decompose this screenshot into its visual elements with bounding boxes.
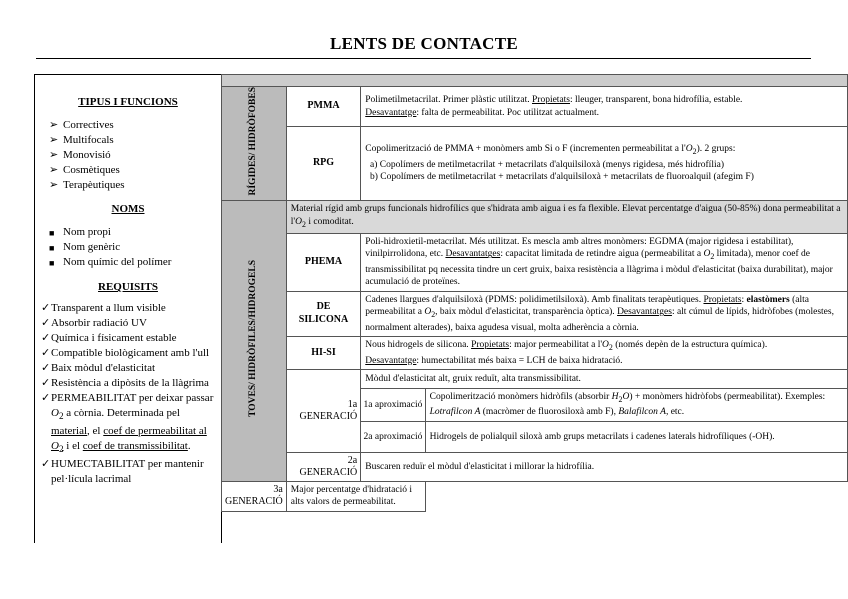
list-item: ➢ Cosmètiques xyxy=(49,164,120,176)
table-row xyxy=(222,233,848,291)
arrow-bullet-icon: ➢ xyxy=(49,134,59,146)
title-rule xyxy=(36,58,811,59)
list-item-humectabilitat: ✓ HUMECTABILITAT per mantenir pel·lícula lacrimal xyxy=(41,458,204,486)
list-item: ✓ Baix mòdul d'elasticitat xyxy=(41,362,156,374)
arrow-bullet-icon: ➢ xyxy=(49,164,59,176)
page-title: LENTS DE CONTACTE xyxy=(329,34,519,53)
heading-tipus: TIPUS I FUNCIONS xyxy=(78,96,178,108)
heading-requisits: REQUISITS xyxy=(98,281,158,293)
row-desc-gen3: Major percentatge d'hidratació i alts valors de permeabilitat. xyxy=(286,481,425,511)
check-icon: ✓ xyxy=(41,377,51,389)
list-item: ➢ Correctives xyxy=(49,119,114,131)
group-toves: TOVES/ HIDRÒFILES/HIDROGELS xyxy=(222,201,287,482)
list-item: ➢ Monovisió xyxy=(49,149,111,161)
row-desc-hisi: Nous hidrogels de silicona. Propietats: major permeabilitat a $l'O_2$ (només depèn de la estructura química). Desavantatge: humectabilitat més baixa = LCH de baixa hidratació. xyxy=(361,337,848,370)
table-row xyxy=(222,87,848,127)
row-label-rpg: RPG xyxy=(286,127,360,201)
square-bullet-icon: ■ xyxy=(49,258,55,268)
list-item: ✓ Resistència a dipòsits de la llàgrima xyxy=(41,377,209,389)
table-row xyxy=(222,452,848,481)
check-icon: ✓ xyxy=(41,362,51,374)
left-panel xyxy=(34,74,222,543)
list-item: ✓ Química i físicament estable xyxy=(41,332,177,344)
arrow-bullet-icon: ➢ xyxy=(49,119,59,131)
table-row xyxy=(222,201,848,234)
requisits-list xyxy=(35,301,221,487)
group-rigides: RÍGIDES/ HIDRÒFOBES xyxy=(222,87,287,201)
list-item: ➢ Terapèutiques xyxy=(49,179,125,191)
tipus-list xyxy=(35,118,221,193)
square-bullet-icon: ■ xyxy=(49,243,55,253)
row-desc-gen2: Buscaren reduïr el mòdul d'elasticitat i millorar la hidrofília. xyxy=(361,452,848,481)
row-label-gen1: 1a GENERACIÓ xyxy=(286,370,360,453)
table-row xyxy=(222,370,848,389)
table-row xyxy=(222,337,848,370)
list-item: ➢ Multifocals xyxy=(49,134,114,146)
table-row xyxy=(222,481,848,511)
list-item: ■ Nom químic del polímer xyxy=(49,255,215,270)
check-icon: ✓ xyxy=(41,317,51,329)
row-label-pmma: PMMA xyxy=(286,87,360,127)
sub-label-2a-aproximacio: 2a aproximació xyxy=(361,421,425,452)
arrow-bullet-icon: ➢ xyxy=(49,179,59,191)
row-desc-2a-aproximacio: Hidrogels de polialquil siloxà amb grups metacrilats i cadenes laterals hidrofíliques (-OH). xyxy=(425,421,847,452)
check-icon: ✓ xyxy=(41,302,51,314)
row-label-hisi: HI-SI xyxy=(286,337,360,370)
row-label-phema: PHEMA xyxy=(286,233,360,291)
lens-types-table xyxy=(221,74,848,512)
list-item: ✓ Absorbir radiació UV xyxy=(41,317,147,329)
check-icon: ✓ xyxy=(41,392,51,404)
arrow-bullet-icon: ➢ xyxy=(49,149,59,161)
row-label-gen2: 2a GENERACIÓ xyxy=(286,452,360,481)
row-label-gen3: 3a GENERACIÓ xyxy=(222,481,287,511)
list-item: ✓ Compatible biològicament amb l'ull xyxy=(41,347,210,359)
row-desc-silicona: Cadenes llargues d'alquilsiloxà (PDMS: polidimetilsiloxà). Amb finalitats terapèutiques. Propietats: elastòmers (alta permeabilitat a $O_2$, baix mòdul d'elasticitat, transparència òptica). Desavantatges: alt cúmul de lípids, hidròfobes (molestes, normalment alterades), baixa agudesa visual, molta adherència a còrnia. xyxy=(361,291,848,336)
table-header-bar xyxy=(222,75,848,87)
row-desc-pmma: Polimetilmetacrilat. Primer plàstic utilitzat. Propietats: lleuger, transparent, bona hidrofília, estable. Desavantatge: falta de permeabilitat. Poc utilitzat actualment. xyxy=(361,87,848,127)
list-item: ✓ Transparent a llum visible xyxy=(41,302,166,314)
table-row xyxy=(222,291,848,336)
row-desc-rpg: Copolimerització de PMMA + monòmers amb Si o F (incrementen permeabilitat a $l'O_2$). 2 grups: a) Copolímers de metilmetacrilat + metacrilats d'alquilsiloxà (menys rigidesa, més hidrofília) b) Copolímers de metilmetacrilat + metacrilats d'alquilsiloxà + metacrilats de fluoroalquil (afegim F) xyxy=(361,127,848,201)
row-desc-1a-aproximacio: Copolimerització monòmers hidròfils (absorbir $H_2O$) + monòmers hidròfobs (permeabilitat). Exemples: Lotrafilcon A (macròmer de fluorosiloxà amb F), Balafilcon A, etc. xyxy=(425,389,847,422)
heading-noms: NOMS xyxy=(111,203,145,215)
check-icon: ✓ xyxy=(41,458,51,471)
square-bullet-icon: ■ xyxy=(49,228,55,238)
list-item: ■ Nom propi xyxy=(49,225,215,240)
list-item: ■ Nom genèric xyxy=(49,240,215,255)
row-desc-gen1-intro: Mòdul d'elasticitat alt, gruix reduït, alta transmissibilitat. xyxy=(361,370,848,389)
list-item-permeabilitat: ✓ PERMEABILITAT per deixar passar $O_2$ a còrnia. Determinada pel material, el coef de permeabilitat al $O_2$ i el coef de transmissibilitat. xyxy=(41,392,214,455)
check-icon: ✓ xyxy=(41,332,51,344)
sub-label-1a-aproximacio: 1a aproximació xyxy=(361,389,425,422)
table-row xyxy=(222,127,848,201)
row-desc-toves-intro: Material rígid amb grups funcionals hidrofílics que s'hidrata amb aigua i es fa flexible. Elevat percentatge d'aigua (50-85%) dona permeabilitat a $l'O_2$ i comoditat. xyxy=(286,201,847,234)
check-icon: ✓ xyxy=(41,347,51,359)
row-label-silicona: DE SILICONA xyxy=(286,291,360,336)
row-desc-phema: Poli-hidroxietil-metacrilat. Més utilitzat. Es mescla amb altres monòmers: EGDMA (major rigidesa i estabilitat), vinilpirrolidona, etc. Desavantatges: capacitat limitada de retindre aigua (permeabilitat a $O_2$ limitada), menor coef de transmissibilitat pq necessita tindre un cert gruix, baixa resistència a llàgrima i mòdul d'elasticitat (baixa durabilitat), major acumulació de proteïnes. xyxy=(361,233,848,291)
noms-list xyxy=(35,225,221,270)
